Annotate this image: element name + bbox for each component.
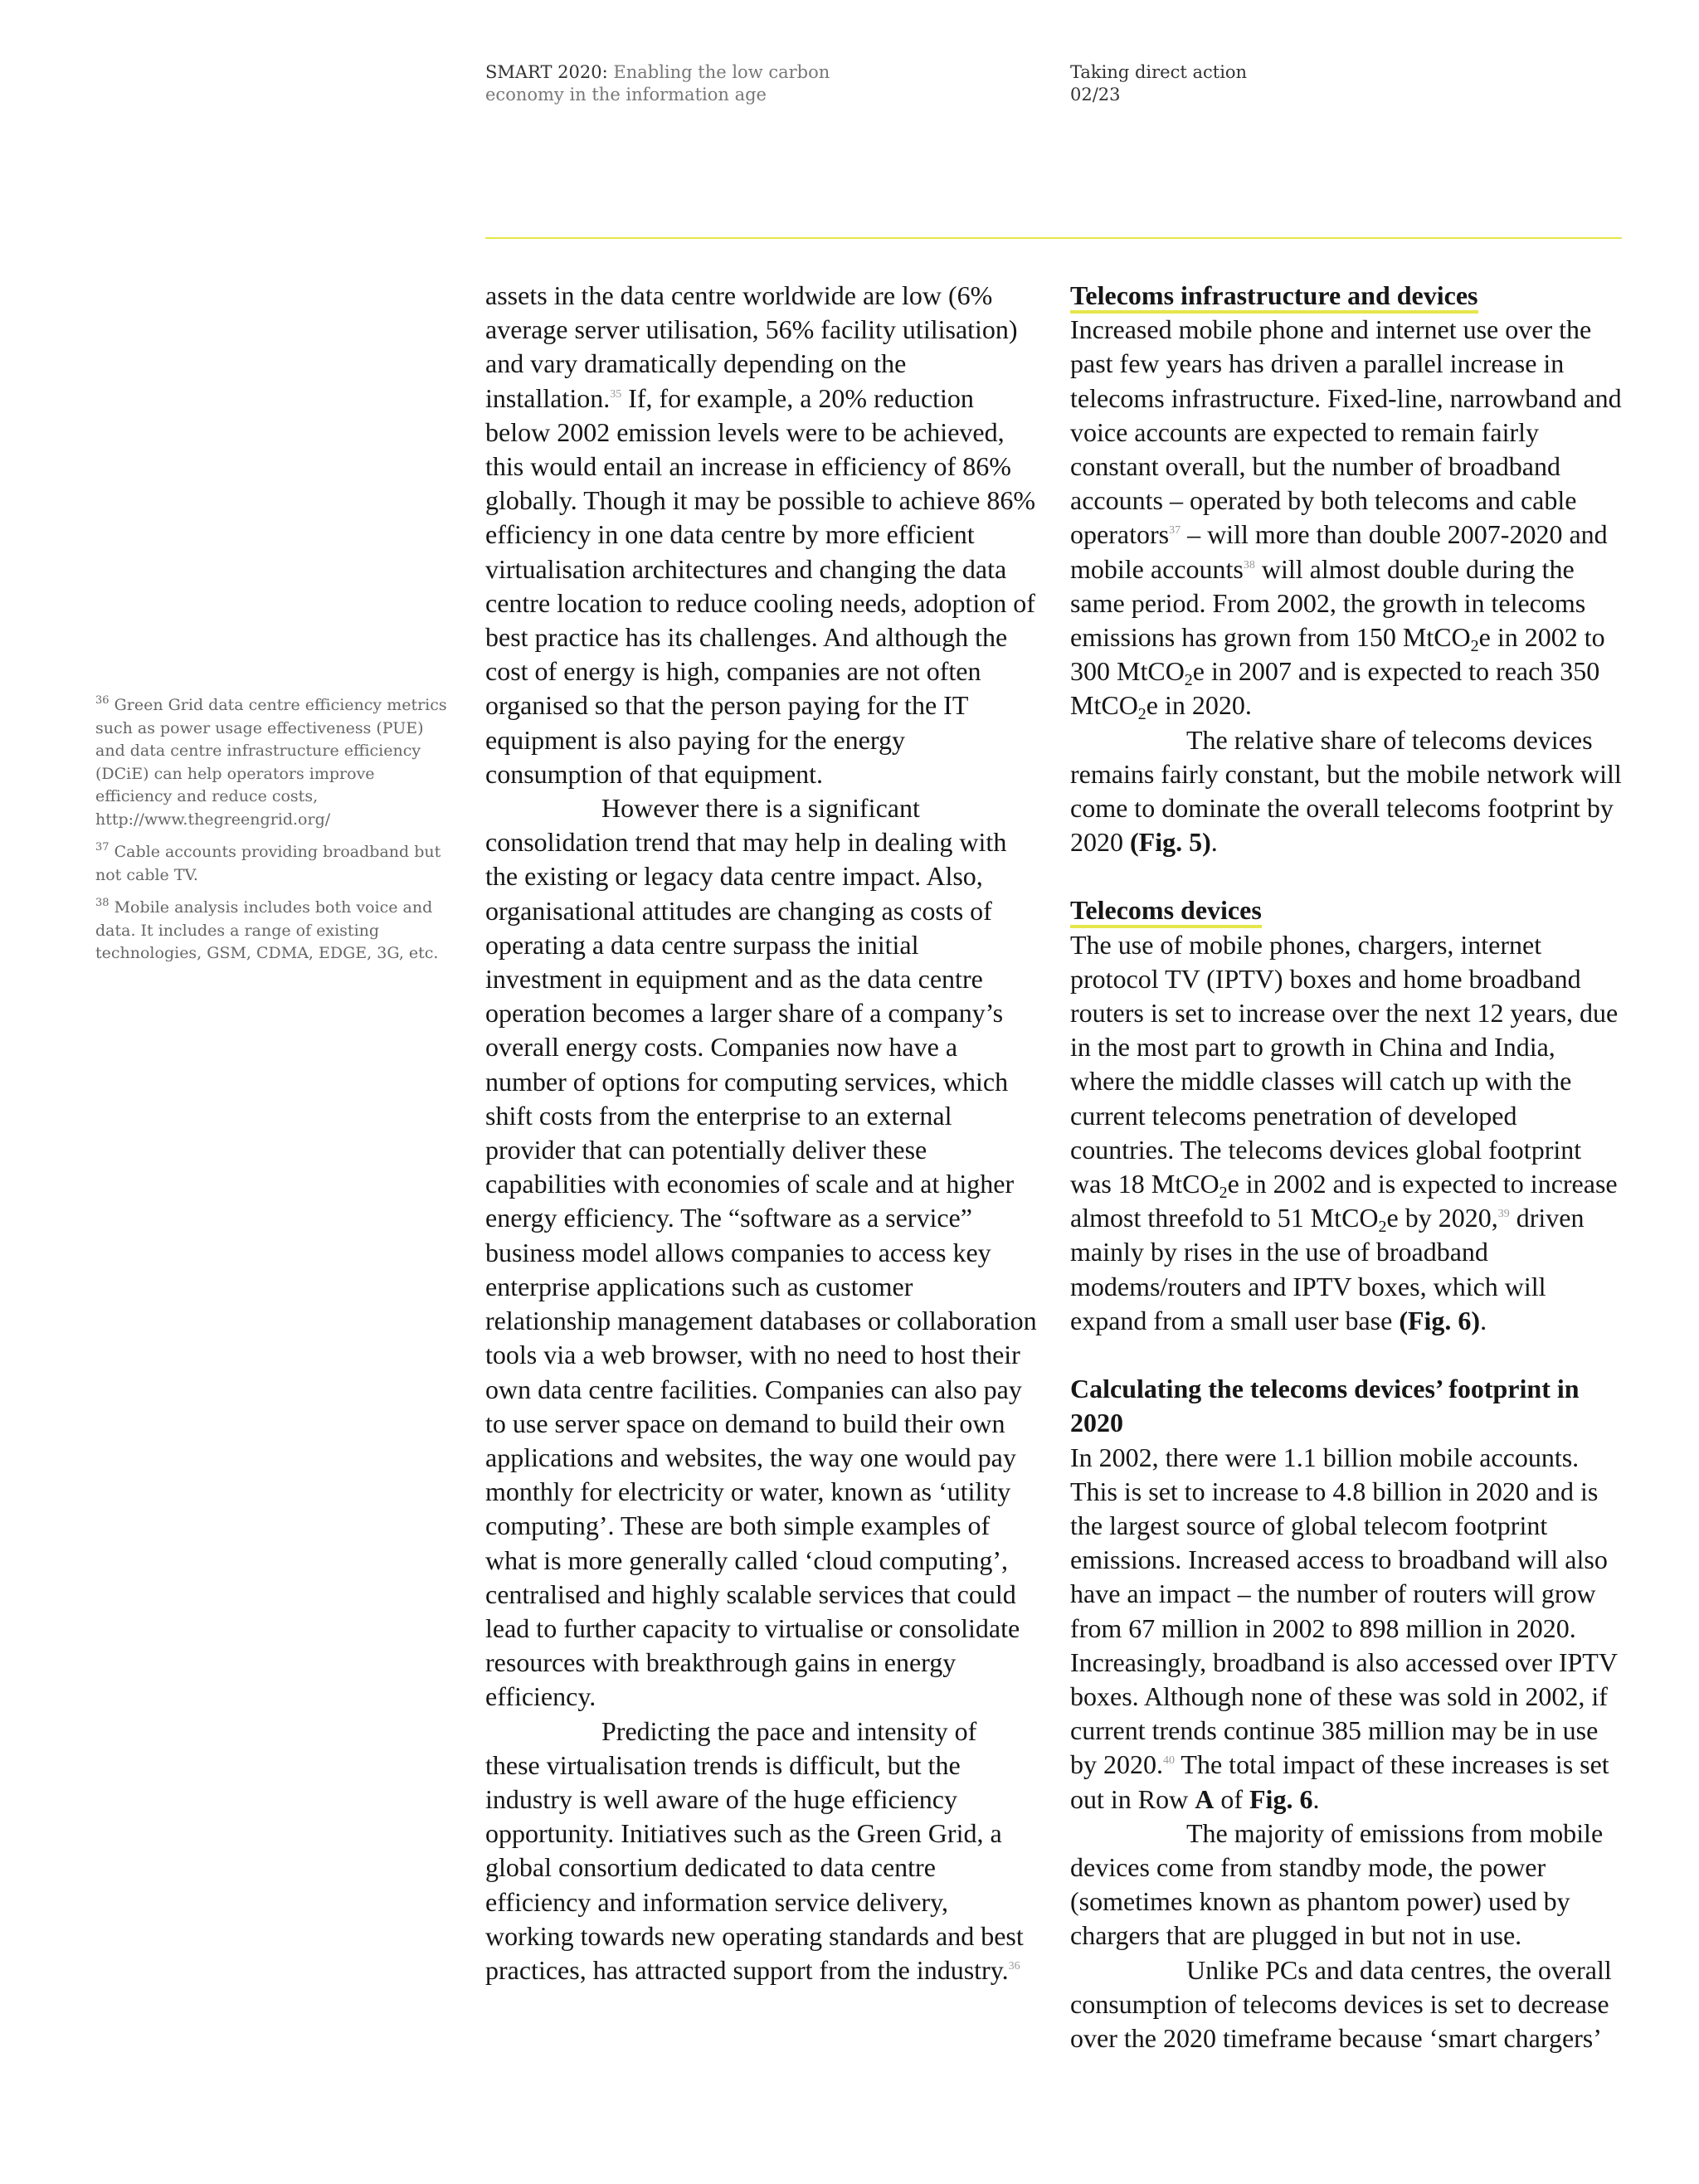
paragraph-text: e in 2020. bbox=[1146, 690, 1252, 721]
paragraph-text: The relative share of telecoms devices remains fairly constant, but the mobile network will come to dominate the overall telecoms footprint by 2020 bbox=[1070, 724, 1622, 858]
right-column bbox=[1070, 279, 1622, 2055]
paragraph-text: assets in the data centre worldwide are low (6% average server utilisation, 56% facility utilisation) and vary dramatically depending on the installation. bbox=[485, 280, 1018, 413]
heading-calculating-footprint: Calculating the telecoms devices’ footprint in 2020 bbox=[1070, 1374, 1580, 1438]
row-ref: A bbox=[1195, 1783, 1215, 1814]
footnotes bbox=[95, 694, 452, 975]
footnote-37 bbox=[95, 841, 452, 887]
subscript: 2 bbox=[1219, 1184, 1228, 1203]
heading-telecoms-devices bbox=[1070, 893, 1262, 927]
running-header-section bbox=[1070, 61, 1247, 106]
paragraph-text: e in 2007 and is expected to reach 350 MtCO bbox=[1070, 656, 1600, 721]
heading-text: Telecoms infrastructure and devices bbox=[1070, 280, 1478, 314]
section-title: Taking direct action bbox=[1070, 62, 1248, 82]
paragraph bbox=[1070, 723, 1622, 860]
footnote-ref-37[interactable]: 37 bbox=[1169, 524, 1181, 537]
footnote-ref-35[interactable]: 35 bbox=[610, 387, 622, 401]
paragraph-text: of bbox=[1214, 1783, 1249, 1814]
figure-ref[interactable]: (Fig. 5) bbox=[1130, 827, 1211, 858]
paragraph bbox=[1070, 928, 1622, 1338]
footnote-36 bbox=[95, 694, 452, 831]
footnote-ref-40[interactable]: 40 bbox=[1163, 1754, 1175, 1768]
paragraph-text: Predicting the pace and intensity of these virtualisation trends is difficult, but the industry is well aware of the huge efficiency opportunity. Initiatives such as the Green Grid, a global consortium dedicated to data centre efficiency and information service delivery, working towards new operating standards and best practices, has attracted support from the industry. bbox=[485, 1715, 1024, 1985]
paragraph-text: In 2002, there were 1.1 billion mobile accounts. This is set to increase to 4.8 billion in 2020 and is the largest source of global telecom footprint emissions. Increased access to broadband will also have an impact – the number of routers will grow from 67 million in 2002 to 898 million in 2020. Increasingly, broadband is also accessed over IPTV boxes. Although none of these was sold in 2002, if current trends continue 385 million may be in use by 2020. bbox=[1070, 1442, 1618, 1780]
paragraph-text: – will more than double 2007-2020 and mobile accounts bbox=[1070, 519, 1608, 584]
paragraph-text: . bbox=[1312, 1783, 1320, 1814]
paragraph-text: . bbox=[1210, 827, 1218, 858]
heading-text: Telecoms devices bbox=[1070, 895, 1262, 928]
running-header-title bbox=[485, 61, 830, 106]
paragraph bbox=[485, 279, 1037, 791]
paragraph-text: e in 2002 to 300 MtCO bbox=[1070, 622, 1605, 687]
subscript: 2 bbox=[1470, 637, 1479, 656]
header-divider bbox=[485, 237, 1622, 239]
paragraph: The majority of emissions from mobile devices come from standby mode, the power (sometimes known as phantom power) used by chargers that are plugged in but not in use. bbox=[1070, 1817, 1604, 1951]
figure-ref[interactable]: (Fig. 6) bbox=[1399, 1305, 1481, 1335]
paragraph-text: If, for example, a 20% reduction below 2002 emission levels were to be achieved, this would entail an increase in efficiency of 86% globally. Though it may be possible to achieve 86% efficiency in one data centre by more efficient virtualisation architectures and changing the data centre location to reduce cooling needs, adoption of best practice has its challenges. And although the cost of energy is high, companies are not often organised so that the person paying for the IT equipment is also paying for the energy consumption of that equipment. bbox=[485, 382, 1035, 789]
paragraph: Unlike PCs and data centres, the overall consumption of telecoms devices is set to decrease over the 2020 timeframe because ‘smart chargers’ bbox=[1070, 1954, 1612, 2053]
figure-ref[interactable]: Fig. 6 bbox=[1249, 1783, 1313, 1814]
footnote-38 bbox=[95, 897, 452, 966]
paragraph-text: e in 2002 and is expected to increase almost threefold to 51 MtCO bbox=[1070, 1169, 1618, 1233]
footnote-number: 36 bbox=[95, 694, 110, 707]
publication-subtitle-2: economy in the information age bbox=[485, 85, 767, 105]
paragraph-text: will almost double during the same period. From 2002, the growth in telecoms emissions has grown from 150 MtCO bbox=[1070, 553, 1586, 653]
subscript: 2 bbox=[1137, 705, 1146, 724]
footnote-text: Cable accounts providing broadband but not cable TV. bbox=[95, 843, 441, 884]
paragraph bbox=[1070, 313, 1622, 722]
footnote-text: Green Grid data centre efficiency metrics such as power usage effectiveness (PUE) and data centre infrastructure efficiency (DCiE) can help operators improve efficiency and reduce costs, http://www.thegreengrid.org/ bbox=[95, 696, 447, 829]
paragraph-text: driven mainly by rises in the use of broadband modems/routers and IPTV boxes, which will expand from a small user base bbox=[1070, 1203, 1585, 1335]
subscript: 2 bbox=[1184, 671, 1193, 690]
paragraph-text: The total impact of these increases is set out in Row bbox=[1070, 1749, 1609, 1814]
left-column bbox=[485, 279, 1037, 1987]
subscript: 2 bbox=[1378, 1218, 1387, 1237]
footnote-number: 37 bbox=[95, 841, 110, 854]
spacer bbox=[1070, 859, 1622, 893]
publication-title: SMART 2020: bbox=[485, 62, 608, 82]
paragraph bbox=[1070, 1441, 1622, 1817]
paragraph-text: . bbox=[1480, 1305, 1487, 1335]
page-number: 02/23 bbox=[1070, 85, 1121, 105]
paragraph bbox=[485, 1715, 1037, 1988]
paragraph-text: Increased mobile phone and internet use over the past few years has driven a parallel increase in telecoms infrastructure. Fixed-line, narrowband and voice accounts are expected to remain fairly constant overall, but the number of broadband accounts – operated by both telecoms and cable operators bbox=[1070, 314, 1622, 550]
paragraph: However there is a significant consolidation trend that may help in dealing with the existing or legacy data centre impact. Also, organisational attitudes are changing as costs of operating a data centre surpass the initial investment in equipment and as the data centre operation becomes a larger share of a company’s overall energy costs. Companies now have a number of options for computing services, which shift costs from the enterprise to an external provider that can potentially deliver these capabilities with economies of scale and at higher energy efficiency. The “software as a service” business model allows companies to access key enterprise applications such as customer relationship management databases or collaboration tools via a web browser, with no need to host their own data centre facilities. Companies can also pay to use server space on demand to build their own applications and websites, the way one would pay monthly for electricity or water, known as ‘utility computing’. These are both simple examples of what is more generally called ‘cloud computing’, centralised and highly scalable services that could lead to further capacity to virtualise or consolidate resources with breakthrough gains in energy efficiency. bbox=[485, 793, 1037, 1712]
paragraph-text: The use of mobile phones, chargers, internet protocol TV (IPTV) boxes and home broadband routers is set to increase over the next 12 years, due in the most part to growth in China and India, where the middle classes will catch up with the current telecoms penetration of developed countries. The telecoms devices global footprint was 18 MtCO bbox=[1070, 929, 1619, 1199]
footnote-ref-39[interactable]: 39 bbox=[1497, 1208, 1510, 1221]
paragraph-text: e by 2020, bbox=[1386, 1203, 1498, 1233]
footnote-number: 38 bbox=[95, 897, 110, 909]
spacer bbox=[1070, 1338, 1622, 1372]
heading-telecoms-infrastructure bbox=[1070, 279, 1478, 313]
footnote-text: Mobile analysis includes both voice and data. It includes a range of existing technologies, GSM, CDMA, EDGE, 3G, etc. bbox=[95, 898, 439, 962]
footnote-ref-36[interactable]: 36 bbox=[1008, 1959, 1020, 1972]
footnote-ref-38[interactable]: 38 bbox=[1243, 558, 1255, 572]
publication-subtitle-1: Enabling the low carbon bbox=[607, 62, 830, 82]
